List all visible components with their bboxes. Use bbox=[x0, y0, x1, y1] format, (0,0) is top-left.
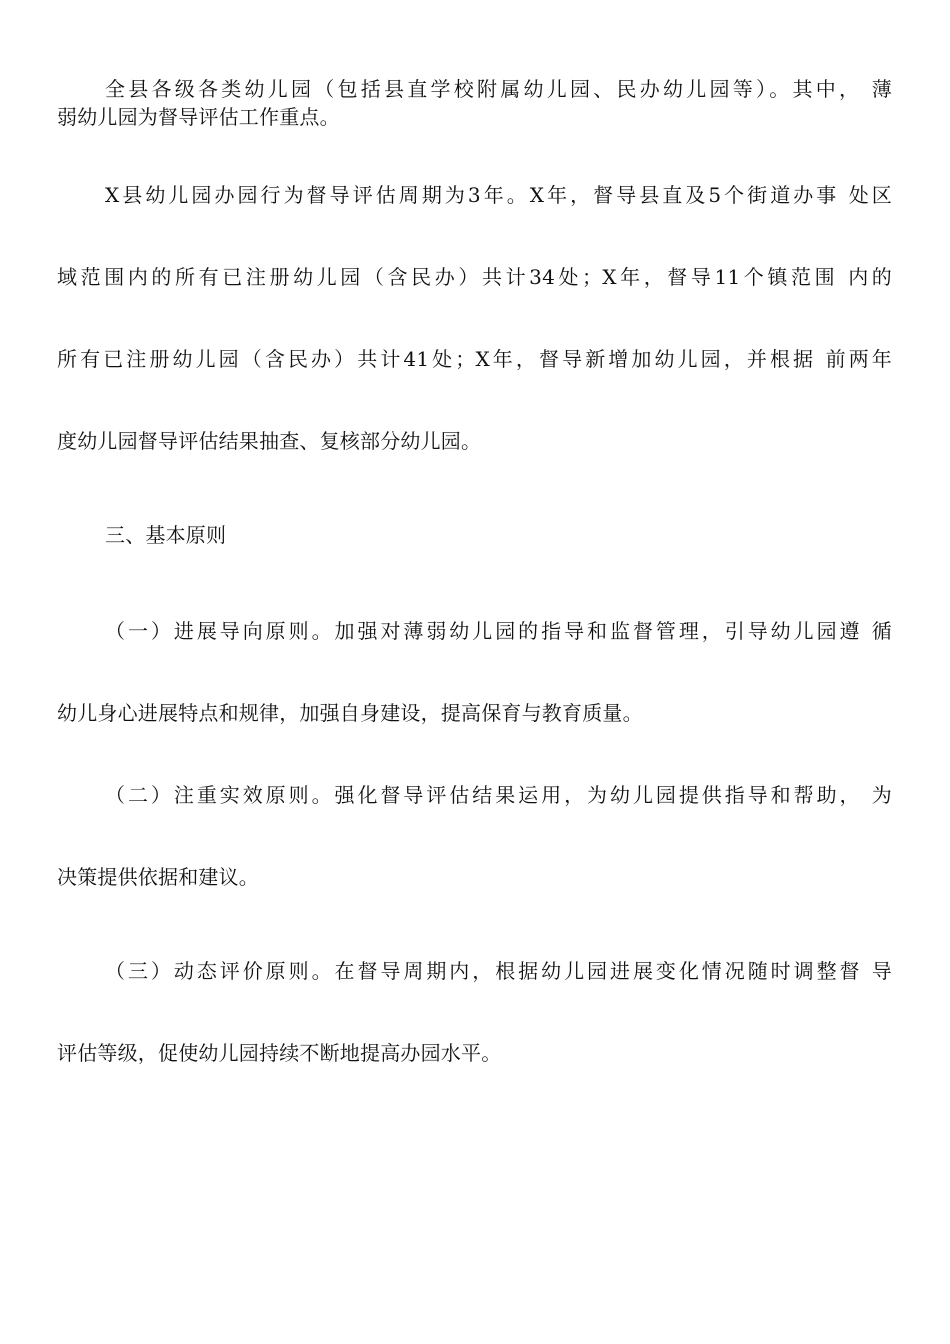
paragraph-line: 幼儿身心进展特点和规律，加强自身建设，提高保育与教育质量。 bbox=[57, 701, 643, 725]
paragraph-line: 决策提供依据和建议。 bbox=[57, 865, 259, 889]
paragraph-line: 弱幼儿园为督导评估工作重点。 bbox=[57, 105, 340, 129]
paragraph-line: 全县各级各类幼儿园（包括县直学校附属幼儿园、民办幼儿园等）。其中， 薄 bbox=[105, 77, 892, 101]
paragraph-line: （一）进展导向原则。加强对薄弱幼儿园的指导和监督管理，引导幼儿园遵 循 bbox=[105, 619, 892, 643]
paragraph-line: 所有已注册幼儿园（含民办）共计41处；X年，督导新增加幼儿园，并根据 前两年 bbox=[57, 347, 892, 371]
paragraph-line: （三）动态评价原则。在督导周期内，根据幼儿园进展变化情况随时调整督 导 bbox=[105, 959, 892, 983]
paragraph-line: 度幼儿园督导评估结果抽查、复核部分幼儿园。 bbox=[57, 429, 482, 453]
paragraph-line: 评估等级，促使幼儿园持续不断地提高办园水平。 bbox=[57, 1041, 502, 1065]
paragraph-line: （二）注重实效原则。强化督导评估结果运用，为幼儿园提供指导和帮助， 为 bbox=[105, 783, 892, 807]
paragraph-line: X县幼儿园办园行为督导评估周期为3年。X年，督导县直及5个街道办事 处区 bbox=[105, 183, 892, 207]
paragraph-line: 域范围内的所有已注册幼儿园（含民办）共计34处；X年，督导11个镇范围 内的 bbox=[57, 265, 892, 289]
section-heading: 三、基本原则 bbox=[105, 523, 227, 547]
